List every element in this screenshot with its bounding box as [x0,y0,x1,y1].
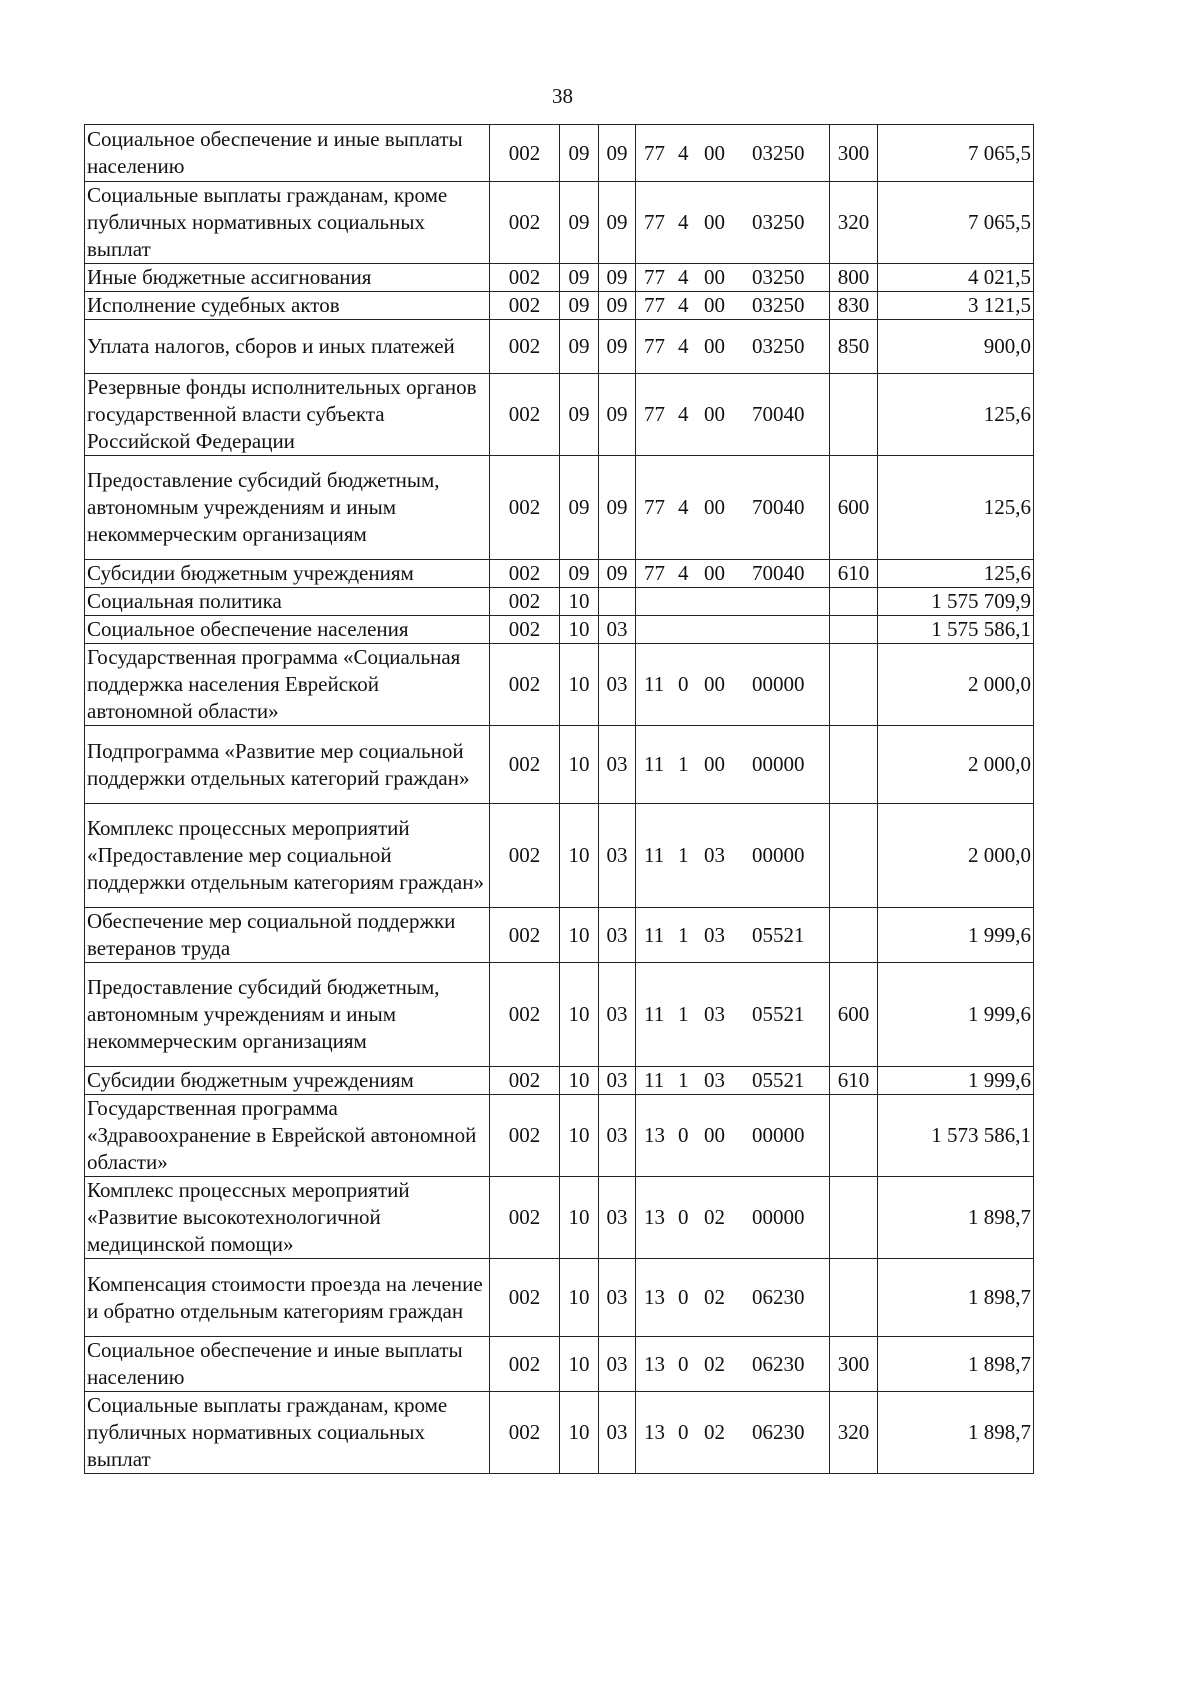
admin-code-cell: 002 [490,1095,560,1177]
table-row [85,182,1034,264]
section-cell: 09 [560,292,599,320]
admin-code-cell: 002 [490,1337,560,1392]
target-article-code [638,1419,827,1446]
admin-code-cell: 002 [490,374,560,456]
table-row [85,963,1034,1067]
target-article-part: 00 [704,561,725,585]
expense-type-cell: 830 [830,292,878,320]
target-article-part: 02 [704,1351,725,1376]
expense-type-cell [830,1177,878,1259]
amount-cell: 1 898,7 [878,1177,1034,1259]
target-article-cell [636,726,830,804]
item-name-cell: Субсидии бюджетным учреждениям [85,560,490,588]
target-article-part: 1 [678,1002,689,1026]
target-article-cell [636,616,830,644]
expense-type-cell: 850 [830,320,878,374]
target-article-part: 77 [644,495,665,519]
target-article-code [638,842,827,869]
target-article-part: 00000 [752,752,805,776]
item-name-cell: Социальные выплаты гражданам, кроме публичных нормативных социальных выплат [85,1392,490,1474]
target-article-part: 4 [678,265,689,289]
amount-cell: 1 898,7 [878,1259,1034,1337]
expense-type-cell [830,374,878,456]
item-name-cell: Резервные фонды исполнительных органов государственной власти субъекта Российской Федерации [85,374,490,456]
target-article-part: 00000 [752,843,805,867]
target-article-code [638,922,827,949]
target-article-part: 00000 [752,672,805,696]
section-cell: 09 [560,182,599,264]
admin-code-cell: 002 [490,320,560,374]
target-article-part: 03250 [752,293,805,317]
section-cell: 10 [560,616,599,644]
target-article-part: 0 [678,1285,689,1309]
target-article-part: 0 [678,1205,689,1229]
target-article-cell [636,1259,830,1337]
target-article-part: 00 [704,140,725,165]
target-article-part: 06230 [752,1351,805,1376]
expense-type-cell [830,804,878,908]
target-article-code [638,1204,827,1231]
target-article-part: 00 [704,334,725,358]
target-article-part: 4 [678,334,689,358]
amount-cell: 2 000,0 [878,644,1034,726]
expense-type-cell [830,908,878,963]
target-article-part: 00 [704,752,725,776]
target-article-part: 03250 [752,140,805,165]
target-article-part: 05521 [752,922,805,947]
table-row [85,374,1034,456]
amount-cell: 2 000,0 [878,726,1034,804]
target-article-part: 77 [644,293,665,317]
subsection-cell [599,588,636,616]
section-cell: 09 [560,125,599,182]
target-article-code [638,401,827,428]
target-article-part: 0 [678,1351,689,1376]
target-article-part: 77 [644,334,665,358]
target-article-part: 00 [704,495,725,519]
table-row [85,616,1034,644]
page-number: 38 [552,84,573,108]
target-article-part: 0 [678,672,689,696]
amount-cell: 7 065,5 [878,125,1034,182]
item-name-cell: Компенсация стоимости проезда на лечение и обратно отдельным категориям граждан [85,1259,490,1337]
target-article-part: 00 [704,1123,725,1147]
table-row [85,264,1034,292]
subsection-cell: 03 [599,1067,636,1095]
section-cell: 10 [560,1392,599,1474]
item-name-cell: Обеспечение мер социальной поддержки ветеранов труда [85,908,490,963]
target-article-cell [636,320,830,374]
item-name-cell: Исполнение судебных актов [85,292,490,320]
subsection-cell: 09 [599,320,636,374]
admin-code-cell: 002 [490,616,560,644]
target-article-part: 13 [644,1285,665,1309]
target-article-cell [636,292,830,320]
item-name-cell: Предоставление субсидий бюджетным, автономным учреждениям и иным некоммерческим организациям [85,963,490,1067]
target-article-part: 03250 [752,265,805,289]
section-cell: 10 [560,1177,599,1259]
item-name-cell: Социальное обеспечение населения [85,616,490,644]
target-article-cell [636,963,830,1067]
target-article-part: 02 [704,1285,725,1309]
target-article-code [638,292,827,319]
target-article-part: 00 [704,402,725,426]
target-article-part: 11 [644,672,665,696]
admin-code-cell: 002 [490,182,560,264]
target-article-code [638,751,827,778]
target-article-part: 02 [704,1420,725,1444]
target-article-part: 03 [704,843,725,867]
section-cell: 09 [560,264,599,292]
subsection-cell: 03 [599,1095,636,1177]
expense-type-cell [830,726,878,804]
subsection-cell: 09 [599,560,636,588]
target-article-part: 77 [644,561,665,585]
target-article-part: 03 [704,1068,725,1092]
admin-code-cell: 002 [490,292,560,320]
section-cell: 10 [560,726,599,804]
target-article-cell [636,560,830,588]
subsection-cell: 09 [599,182,636,264]
section-cell: 10 [560,1337,599,1392]
subsection-cell: 03 [599,1392,636,1474]
expense-type-cell: 600 [830,963,878,1067]
item-name-cell: Субсидии бюджетным учреждениям [85,1067,490,1095]
budget-table [84,124,1034,1474]
admin-code-cell: 002 [490,264,560,292]
target-article-part: 1 [678,1068,689,1092]
amount-cell: 125,6 [878,560,1034,588]
target-article-part: 70040 [752,402,805,426]
target-article-cell [636,908,830,963]
target-article-part: 4 [678,561,689,585]
target-article-part: 06230 [752,1285,805,1309]
subsection-cell: 03 [599,963,636,1067]
target-article-code [638,494,827,521]
target-article-cell [636,456,830,560]
table-row [85,726,1034,804]
target-article-cell [636,374,830,456]
section-cell: 10 [560,1095,599,1177]
target-article-part: 05521 [752,1068,805,1092]
item-name-cell: Уплата налогов, сборов и иных платежей [85,320,490,374]
target-article-code [638,209,827,236]
target-article-part: 00000 [752,1123,805,1147]
item-name-cell: Социальное обеспечение и иные выплаты населению [85,125,490,182]
table-row [85,560,1034,588]
table-row [85,456,1034,560]
subsection-cell: 03 [599,726,636,804]
target-article-code [638,671,827,698]
target-article-part: 03250 [752,210,805,234]
target-article-code [638,1284,827,1311]
expense-type-cell: 300 [830,1337,878,1392]
admin-code-cell: 002 [490,726,560,804]
admin-code-cell: 002 [490,1392,560,1474]
target-article-part: 03250 [752,334,805,358]
section-cell: 10 [560,804,599,908]
admin-code-cell: 002 [490,125,560,182]
item-name-cell: Социальные выплаты гражданам, кроме публичных нормативных социальных выплат [85,182,490,264]
target-article-part: 77 [644,140,665,165]
target-article-part: 70040 [752,561,805,585]
budget-table-body [85,125,1034,1474]
target-article-cell [636,1392,830,1474]
section-cell: 09 [560,456,599,560]
target-article-part: 03 [704,922,725,947]
expense-type-cell: 300 [830,125,878,182]
expense-type-cell [830,644,878,726]
target-article-part: 00 [704,293,725,317]
target-article-part: 0 [678,1420,689,1444]
target-article-part: 00000 [752,1205,805,1229]
target-article-part: 02 [704,1205,725,1229]
target-article-cell [636,1337,830,1392]
target-article-part: 00 [704,265,725,289]
target-article-code [638,1067,827,1094]
target-article-cell [636,1095,830,1177]
amount-cell: 1 999,6 [878,908,1034,963]
target-article-cell [636,264,830,292]
admin-code-cell: 002 [490,804,560,908]
target-article-part: 00 [704,672,725,696]
admin-code-cell: 002 [490,588,560,616]
table-row [85,125,1034,182]
amount-cell: 1 575 709,9 [878,588,1034,616]
table-row [85,1392,1034,1474]
target-article-code [638,560,827,587]
table-row [85,1177,1034,1259]
target-article-code [638,1351,827,1378]
target-article-part: 4 [678,140,689,165]
section-cell: 10 [560,908,599,963]
section-cell: 09 [560,320,599,374]
subsection-cell: 03 [599,644,636,726]
expense-type-cell: 320 [830,1392,878,1474]
item-name-cell: Комплекс процессных мероприятий «Предоставление мер социальной поддержки отдельным категориям граждан» [85,804,490,908]
amount-cell: 900,0 [878,320,1034,374]
target-article-part: 4 [678,402,689,426]
table-row [85,1259,1034,1337]
target-article-code [638,333,827,360]
expense-type-cell [830,616,878,644]
target-article-cell [636,125,830,182]
item-name-cell: Государственная программа «Социальная поддержка населения Еврейской автономной области» [85,644,490,726]
table-row [85,644,1034,726]
admin-code-cell: 002 [490,1067,560,1095]
target-article-cell [636,1177,830,1259]
target-article-part: 1 [678,843,689,867]
target-article-part: 4 [678,293,689,317]
amount-cell: 4 021,5 [878,264,1034,292]
expense-type-cell: 610 [830,1067,878,1095]
item-name-cell: Государственная программа «Здравоохранение в Еврейской автономной области» [85,1095,490,1177]
expense-type-cell [830,1095,878,1177]
target-article-part: 11 [644,1068,665,1092]
target-article-cell [636,182,830,264]
amount-cell: 1 999,6 [878,963,1034,1067]
table-row [85,588,1034,616]
table-row [85,292,1034,320]
amount-cell: 1 575 586,1 [878,616,1034,644]
subsection-cell: 09 [599,374,636,456]
table-row [85,1095,1034,1177]
subsection-cell: 03 [599,804,636,908]
admin-code-cell: 002 [490,908,560,963]
item-name-cell: Социальная политика [85,588,490,616]
admin-code-cell: 002 [490,644,560,726]
admin-code-cell: 002 [490,1259,560,1337]
item-name-cell: Подпрограмма «Развитие мер социальной поддержки отдельных категорий граждан» [85,726,490,804]
table-row [85,320,1034,374]
target-article-cell [636,644,830,726]
amount-cell: 3 121,5 [878,292,1034,320]
section-cell: 10 [560,644,599,726]
target-article-part: 03 [704,1002,725,1026]
target-article-part: 13 [644,1123,665,1147]
target-article-part: 05521 [752,1002,805,1026]
target-article-part: 13 [644,1351,665,1376]
subsection-cell: 09 [599,125,636,182]
target-article-part: 11 [644,1002,665,1026]
subsection-cell: 03 [599,1177,636,1259]
expense-type-cell [830,1259,878,1337]
table-row [85,804,1034,908]
target-article-code [638,1001,827,1028]
subsection-cell: 09 [599,264,636,292]
target-article-part: 13 [644,1205,665,1229]
target-article-part: 77 [644,402,665,426]
amount-cell: 7 065,5 [878,182,1034,264]
target-article-part: 70040 [752,495,805,519]
section-cell: 10 [560,963,599,1067]
table-row [85,908,1034,963]
expense-type-cell: 610 [830,560,878,588]
subsection-cell: 03 [599,908,636,963]
subsection-cell: 03 [599,616,636,644]
item-name-cell: Комплекс процессных мероприятий «Развитие высокотехнологичной медицинской помощи» [85,1177,490,1259]
target-article-part: 11 [644,922,665,947]
subsection-cell: 09 [599,292,636,320]
section-cell: 10 [560,1067,599,1095]
target-article-part: 06230 [752,1420,805,1444]
target-article-cell [636,1067,830,1095]
admin-code-cell: 002 [490,963,560,1067]
expense-type-cell: 800 [830,264,878,292]
section-cell: 09 [560,560,599,588]
item-name-cell: Иные бюджетные ассигнования [85,264,490,292]
section-cell: 09 [560,374,599,456]
amount-cell: 1 898,7 [878,1392,1034,1474]
target-article-code [638,264,827,291]
target-article-part: 0 [678,1123,689,1147]
target-article-part: 4 [678,495,689,519]
subsection-cell: 09 [599,456,636,560]
section-cell: 10 [560,1259,599,1337]
item-name-cell: Предоставление субсидий бюджетным, автономным учреждениям и иным некоммерческим организациям [85,456,490,560]
target-article-part: 1 [678,922,689,947]
subsection-cell: 03 [599,1337,636,1392]
admin-code-cell: 002 [490,1177,560,1259]
amount-cell: 1 999,6 [878,1067,1034,1095]
table-row [85,1067,1034,1095]
expense-type-cell [830,588,878,616]
admin-code-cell: 002 [490,560,560,588]
expense-type-cell: 320 [830,182,878,264]
amount-cell: 1 898,7 [878,1337,1034,1392]
table-row [85,1337,1034,1392]
target-article-code [638,1122,827,1149]
target-article-cell [636,588,830,616]
target-article-part: 1 [678,752,689,776]
target-article-part: 13 [644,1420,665,1444]
amount-cell: 1 573 586,1 [878,1095,1034,1177]
admin-code-cell: 002 [490,456,560,560]
target-article-part: 11 [644,752,665,776]
target-article-code [638,140,827,167]
amount-cell: 125,6 [878,374,1034,456]
section-cell: 10 [560,588,599,616]
target-article-part: 4 [678,210,689,234]
item-name-cell: Социальное обеспечение и иные выплаты населению [85,1337,490,1392]
target-article-part: 00 [704,210,725,234]
target-article-part: 77 [644,210,665,234]
amount-cell: 2 000,0 [878,804,1034,908]
target-article-part: 11 [644,843,665,867]
subsection-cell: 03 [599,1259,636,1337]
target-article-part: 77 [644,265,665,289]
expense-type-cell: 600 [830,456,878,560]
target-article-cell [636,804,830,908]
amount-cell: 125,6 [878,456,1034,560]
